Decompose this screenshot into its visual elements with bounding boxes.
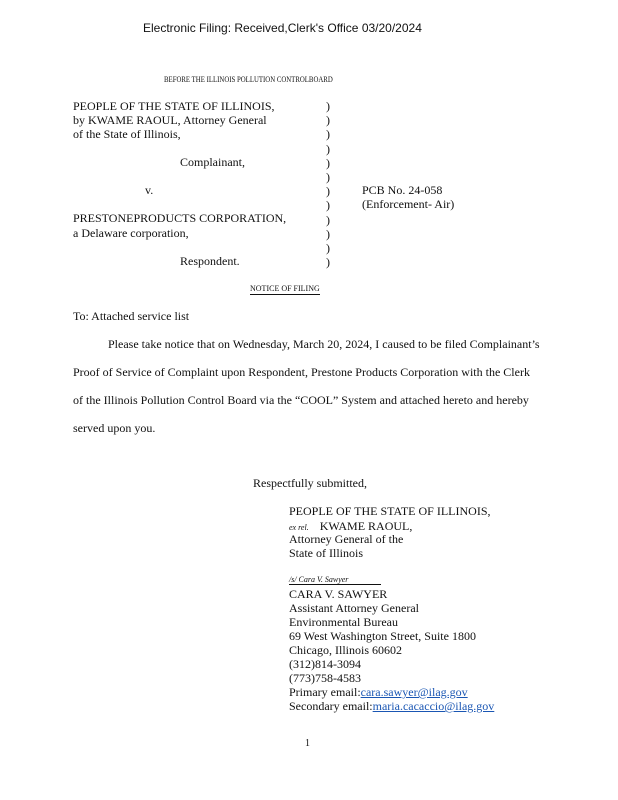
board-title: BEFORE THE ILLINOIS POLLUTION CONTROLBOARD — [164, 75, 333, 84]
primary-email-row — [289, 685, 468, 699]
ag-line: State of Illinois — [289, 546, 363, 560]
plaintiff-line: PEOPLE OF THE STATE OF ILLINOIS, — [73, 99, 275, 113]
respondent-label: Respondent. — [180, 254, 240, 268]
secondary-email-label: Secondary email: — [289, 699, 373, 713]
attorney-line: Chicago, Illinois 60602 — [289, 643, 402, 657]
closing: Respectfully submitted, — [253, 476, 367, 490]
primary-email-link[interactable]: cara.sawyer@ilag.gov — [360, 685, 468, 699]
party-line: PEOPLE OF THE STATE OF ILLINOIS, — [289, 504, 491, 518]
attorney-line: CARA V. SAWYER — [289, 587, 388, 601]
secondary-email-link[interactable]: maria.cacaccio@ilag.gov — [372, 699, 495, 713]
attorney-line: (773)758-4583 — [289, 671, 361, 685]
paragraph-line: of the Illinois Pollution Control Board via the “COOL” System and attached hereto and hereby — [73, 393, 529, 407]
page-number: 1 — [305, 738, 310, 749]
primary-email-label: Primary email: — [289, 685, 361, 699]
case-number: PCB No. 24-058 — [362, 183, 443, 197]
paragraph-line: served upon you. — [73, 421, 156, 435]
caption-parens: ) ) ) ) ) ) ) ) ) ) ) ) — [326, 99, 330, 270]
to-line: To: Attached service list — [73, 309, 190, 323]
defendant-line: a Delaware corporation, — [73, 226, 189, 240]
electronic-signature: /s/ Cara V. Sawyer — [289, 575, 381, 585]
attorney-line: 69 West Washington Street, Suite 1800 — [289, 629, 476, 643]
attorney-line: Assistant Attorney General — [289, 601, 419, 615]
secondary-email-row — [289, 699, 494, 713]
paragraph-line: Please take notice that on Wednesday, March 20, 2024, I caused to be filed Complainant’s — [108, 337, 540, 351]
ag-line: Attorney General of the — [289, 532, 404, 546]
plaintiff-line: by KWAME RAOUL, Attorney General — [73, 113, 267, 127]
versus-label: v. — [145, 183, 154, 197]
plaintiff-line: of the State of Illinois, — [73, 127, 181, 141]
defendant-line: PRESTONEPRODUCTS CORPORATION, — [73, 211, 287, 225]
filing-stamp: Electronic Filing: Received,Clerk's Office 03/20/2024 — [143, 21, 422, 35]
case-type: (Enforcement- Air) — [362, 197, 455, 211]
notice-title: NOTICE OF FILING — [250, 284, 320, 293]
ex-rel-name: KWAME RAOUL, — [319, 519, 413, 533]
ex-rel: ex rel. — [289, 523, 309, 532]
attorney-line: (312)814-3094 — [289, 657, 361, 671]
attorney-line: Environmental Bureau — [289, 615, 398, 629]
paragraph-line: Proof of Service of Complaint upon Respondent, Prestone Products Corporation with the Clerk — [73, 365, 530, 379]
complainant-label: Complainant, — [180, 155, 245, 169]
